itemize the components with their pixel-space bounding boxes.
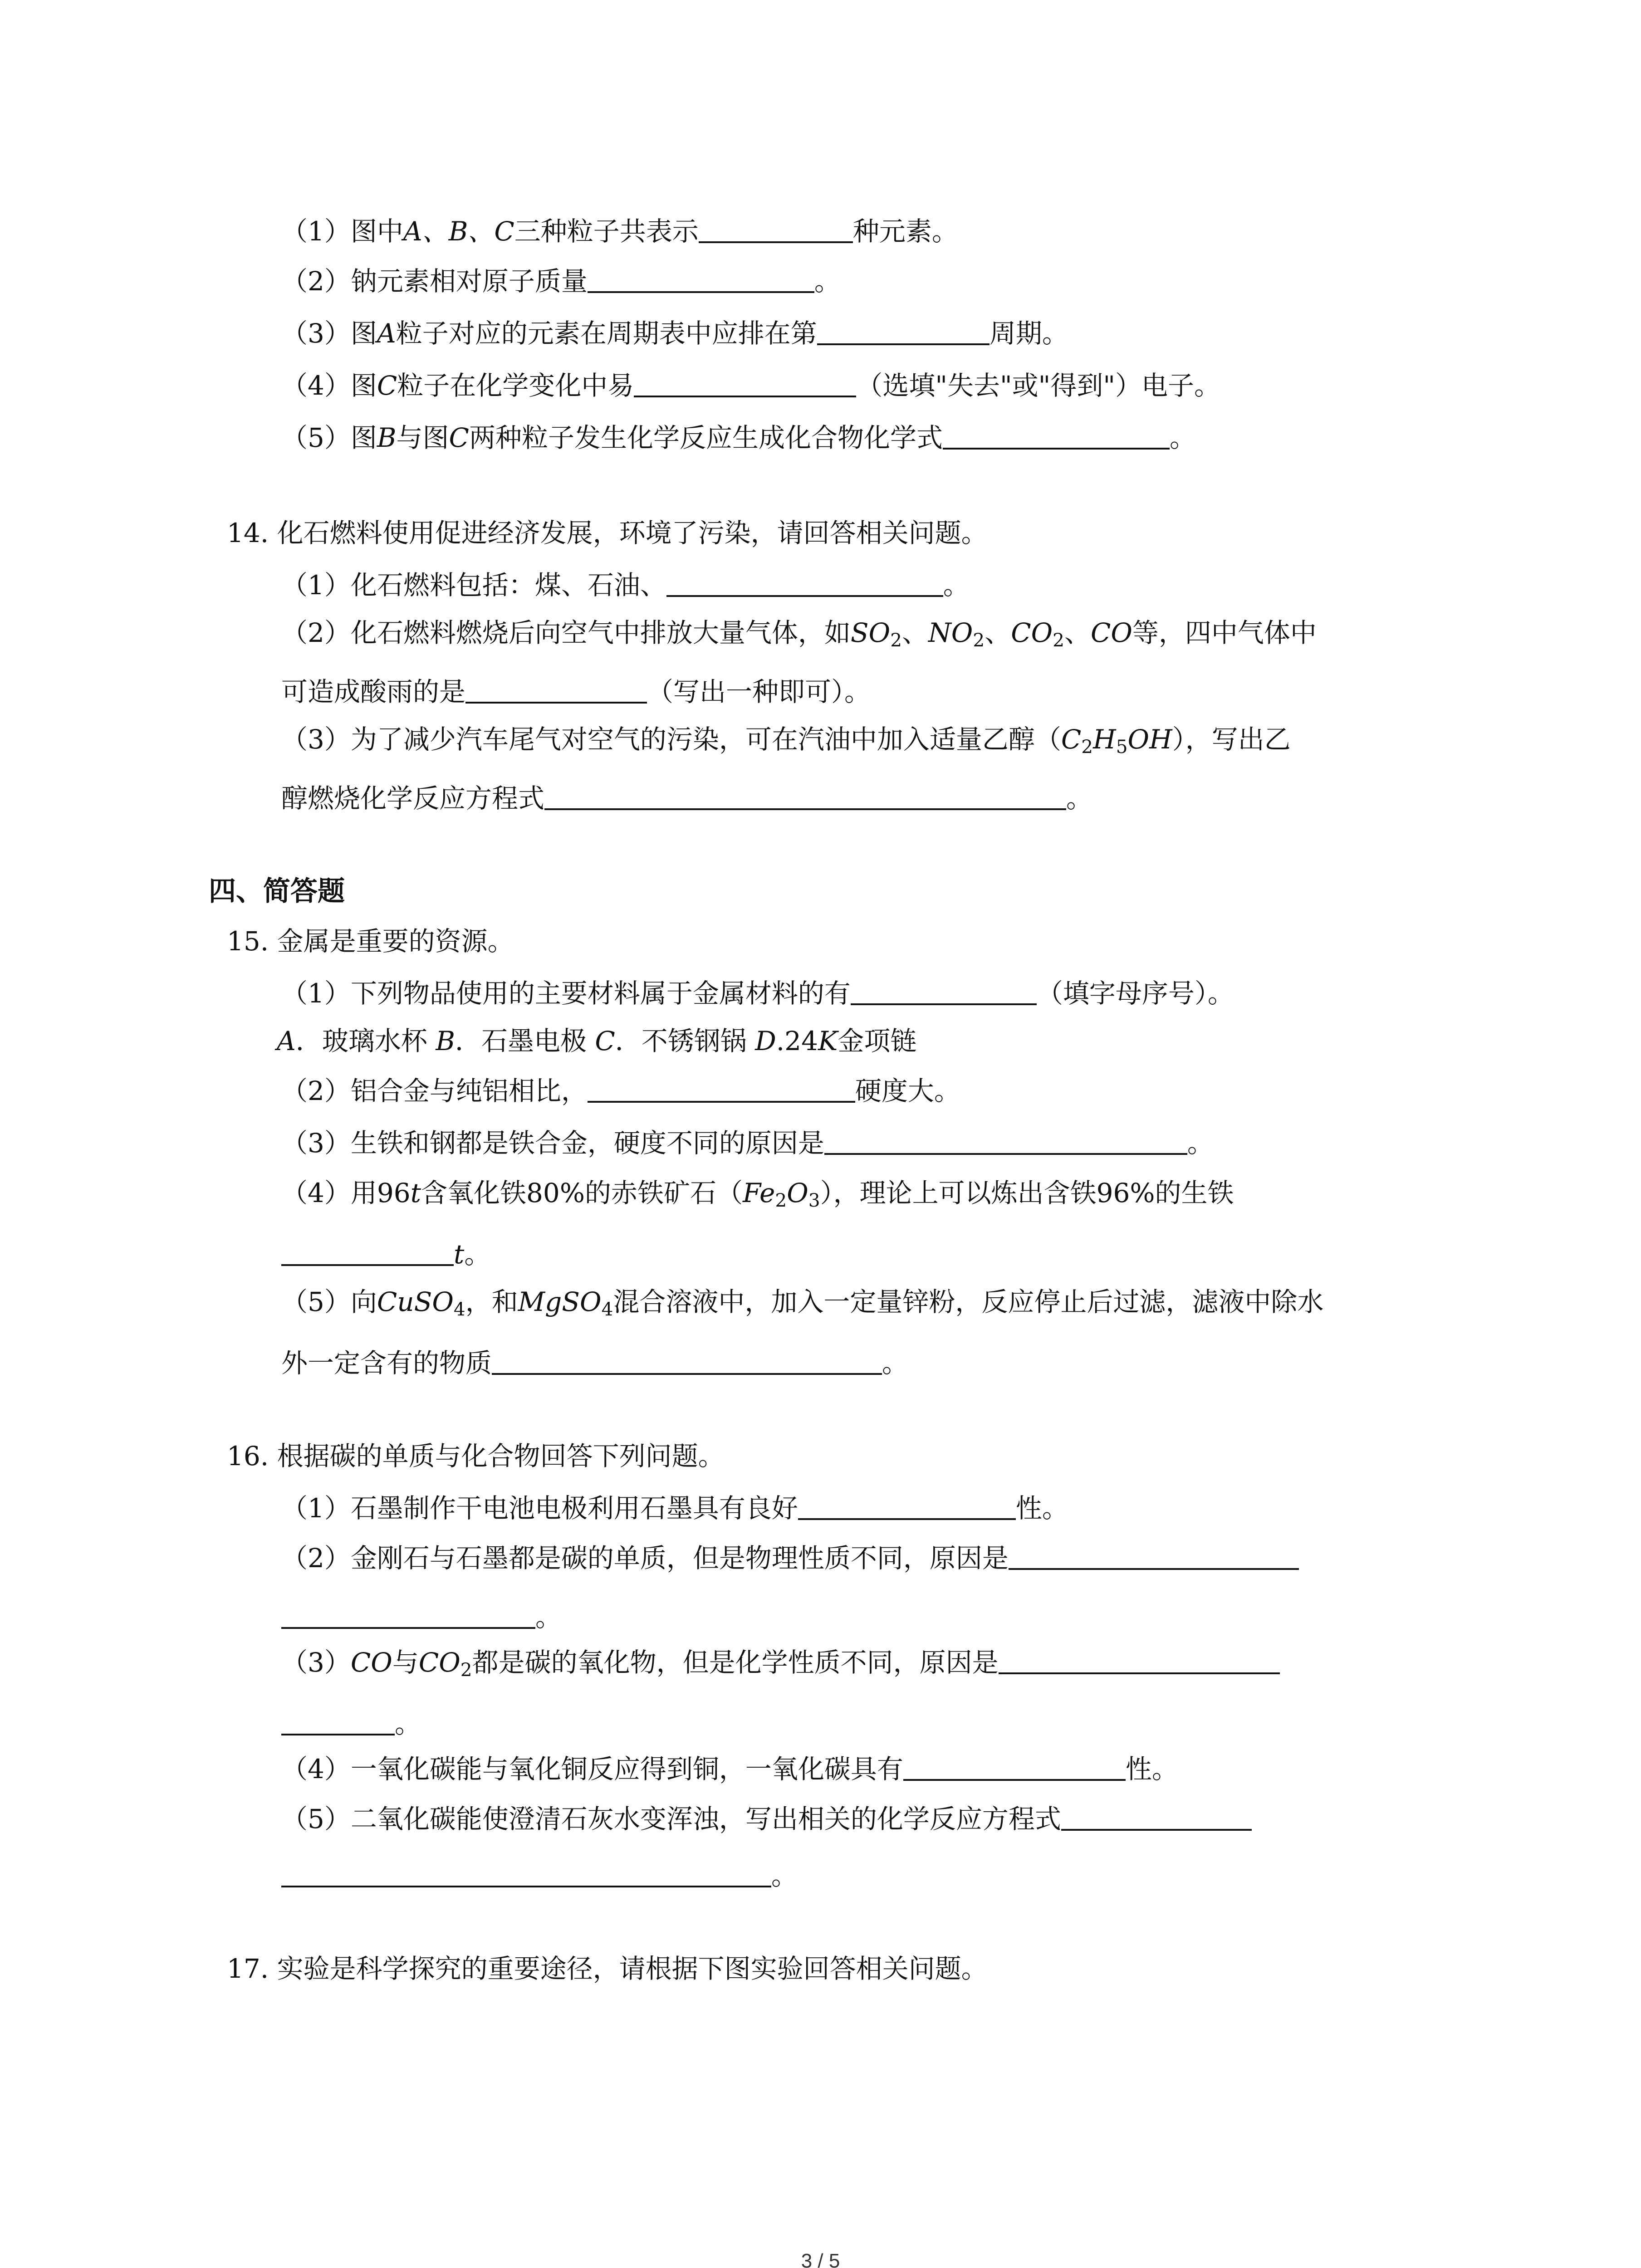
q14-2: （2）化石燃料燃烧后向空气中排放大量气体，如$SO_2$、$NO_2$、$CO_2$、CO等，四中气体中: [281, 617, 1317, 651]
q16-5: （5）二氧化碳能使澄清石灰水变浑浊，写出相关的化学反应方程式: [281, 1801, 1252, 1837]
q13-5: （5）图B与图C两种粒子发生化学反应生成化合物化学式 。: [281, 420, 1196, 456]
answer-blank[interactable]: [281, 1858, 771, 1887]
q14-stem: 14. 化石燃料使用促进经济发展，环境了污染，请回答相关问题。: [227, 518, 988, 548]
q16-2-cont: 。: [281, 1599, 562, 1635]
q15-1: （1）下列物品使用的主要材料属于金属材料的有 （填字母序号）。: [281, 975, 1234, 1012]
q13-1: （1）图中A、B、C三种粒子共表示 种元素。: [281, 213, 958, 249]
q17-stem: 17. 实验是科学探究的重要途径，请根据下图实验回答相关问题。: [227, 1953, 988, 1984]
q16-4: （4）一氧化碳能与氧化铜反应得到铜，一氧化碳具有 性。: [281, 1751, 1178, 1787]
q15-5-cont: 外一定含有的物质 。: [281, 1345, 908, 1381]
q14-3-cont: 醇燃烧化学反应方程式 。: [281, 780, 1092, 816]
q15-3: （3）生铁和钢都是铁合金，硬度不同的原因是 。: [281, 1125, 1214, 1161]
answer-blank[interactable]: [281, 1706, 395, 1735]
answer-blank[interactable]: [1009, 1541, 1299, 1570]
page-number: 3 / 5: [801, 2250, 840, 2268]
q16-stem: 16. 根据碳的单质与化合物回答下列问题。: [227, 1441, 725, 1471]
answer-blank[interactable]: [943, 420, 1170, 450]
section-heading: 四、简答题: [209, 875, 345, 907]
q15-2: （2）铝合金与纯铝相比， 硬度大。: [281, 1073, 960, 1109]
answer-blank[interactable]: [1061, 1802, 1252, 1831]
q14-1: （1）化石燃料包括：煤、石油、 。: [281, 567, 970, 603]
answer-blank[interactable]: [824, 1126, 1187, 1155]
q14-2-cont: 可造成酸雨的是 （写出一种即可）。: [281, 674, 871, 710]
q15-options: A．玻璃水杯 B．石墨电极 C．不锈钢锅 D.24K金项链: [277, 1026, 917, 1056]
q13-2: （2）钠元素相对原子质量 。: [281, 263, 841, 299]
q13-3: （3）图A粒子对应的元素在周期表中应排在第 周期。: [281, 315, 1068, 352]
q15-4: （4）用96t含氧化铁80%的赤铁矿石$(Fe_2O_3)$，理论上可以炼出含铁96%的生铁: [281, 1178, 1234, 1212]
q15-5: （5）向CuSO$_4$，和MgSO$_4$混合溶液中，加入一定量锌粉，反应停止后过滤，滤液中除水: [281, 1286, 1324, 1320]
q16-5-cont: 。: [281, 1857, 798, 1894]
answer-blank[interactable]: [588, 1074, 855, 1103]
q13-4: （4）图C粒子在化学变化中易 （选填"失去"或"得到"）电子。: [281, 367, 1220, 404]
answer-blank[interactable]: [851, 976, 1037, 1005]
answer-blank[interactable]: [544, 781, 1066, 810]
answer-blank[interactable]: [281, 1237, 454, 1266]
q16-1: （1）石墨制作干电池电极利用石墨具有良好 性。: [281, 1490, 1068, 1526]
q16-2: （2）金刚石与石墨都是碳的单质，但是物理性质不同，原因是: [281, 1540, 1299, 1576]
q16-3: （3）CO与$CO_2$都是碳的氧化物，但是化学性质不同，原因是: [281, 1644, 1280, 1688]
q15-4-cont: t。: [281, 1236, 490, 1272]
q15-stem: 15. 金属是重要的资源。: [227, 926, 514, 957]
answer-blank[interactable]: [634, 368, 856, 397]
answer-blank[interactable]: [817, 316, 989, 345]
answer-blank[interactable]: [588, 264, 814, 293]
answer-blank[interactable]: [281, 1600, 535, 1629]
answer-blank[interactable]: [798, 1491, 1016, 1520]
answer-blank[interactable]: [666, 568, 943, 597]
answer-blank[interactable]: [465, 675, 647, 704]
answer-blank[interactable]: [699, 214, 853, 243]
q16-3-cont: 。: [281, 1706, 421, 1742]
answer-blank[interactable]: [999, 1645, 1280, 1674]
q14-3: （3）为了减少汽车尾气对空气的污染，可在汽油中加入适量乙醇$(C_2H_5OH)$，写出乙: [281, 724, 1291, 758]
answer-blank[interactable]: [492, 1346, 882, 1375]
answer-blank[interactable]: [903, 1752, 1126, 1781]
